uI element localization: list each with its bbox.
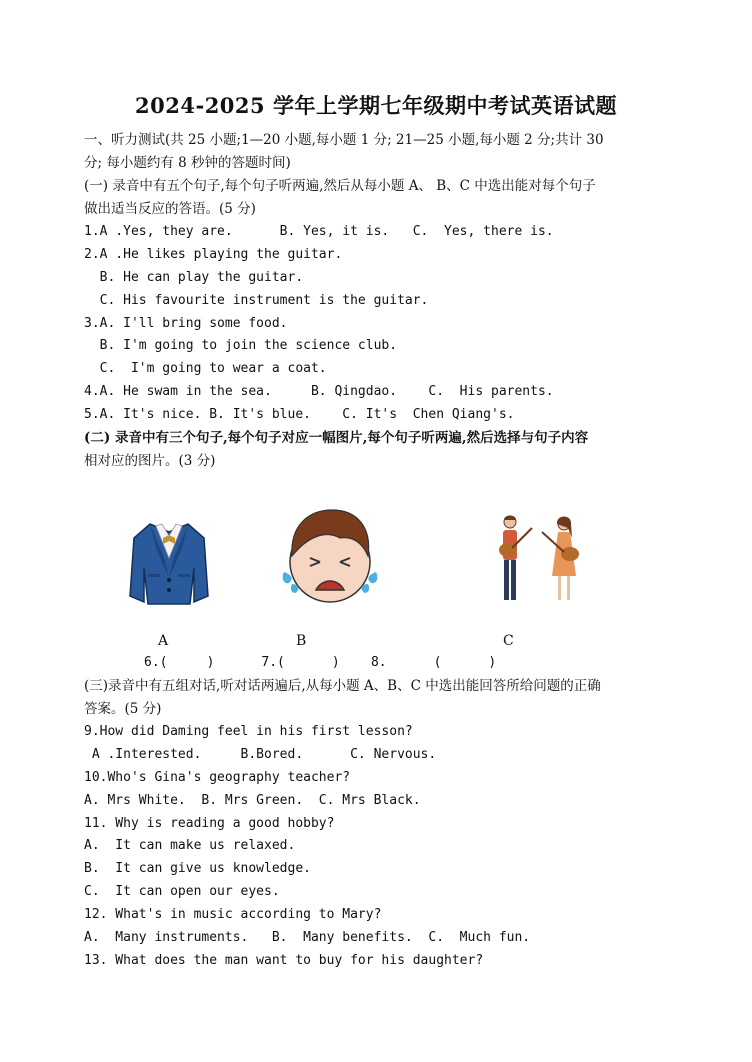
question-4: 4.A. He swam in the sea. B. Qingdao. C. His parents. (84, 384, 554, 399)
part1-heading-line2: 分; 每小题约有 8 秒钟的答题时间) (84, 155, 291, 171)
section2-heading-line1: (二) 录音中有三个句子,每个句子对应一幅图片,每个句子听两遍,然后选择与句子内容 (84, 430, 589, 446)
question-10-options: A. Mrs White. B. Mrs Green. C. Mrs Black. (84, 793, 421, 808)
question-2-option-b: B. He can play the guitar. (84, 270, 304, 285)
question-11: 11. Why is reading a good hobby? (84, 816, 335, 831)
question-12-options: A. Many instruments. B. Many benefits. C. Much fun. (84, 930, 531, 945)
guitar-couple-icon (490, 514, 586, 608)
section1-heading-line2: 做出适当反应的答语。(5 分) (84, 201, 256, 217)
question-5: 5.A. It's nice. B. It's blue. C. It's Chen Qiang's. (84, 407, 515, 422)
question-11-option-c: C. It can open our eyes. (84, 884, 280, 899)
question-3-option-c: C. I'm going to wear a coat. (84, 361, 327, 376)
suit-jacket-icon (128, 518, 210, 608)
section2-heading-line2: 相对应的图片。(3 分) (84, 453, 216, 469)
question-3-option-b: B. I'm going to join the science club. (84, 338, 398, 353)
picture-label-c: C (503, 633, 514, 649)
picture-label-b: B (296, 633, 307, 649)
question-11-option-b: B. It can give us knowledge. (84, 861, 311, 876)
picture-label-a: A (158, 633, 169, 649)
answer-blanks-6-8: 6.( ) 7.( ) 8. ( ) (144, 655, 497, 670)
question-2-option-c: C. His favourite instrument is the guitar. (84, 293, 429, 308)
part1-heading-line1: 一、听力测试(共 25 小题;1—20 小题,每小题 1 分; 21—25 小题,每小题 2 分;共计 30 (84, 132, 604, 148)
question-2: 2.A .He likes playing the guitar. (84, 247, 343, 262)
question-10: 10.Who's Gina's geography teacher? (84, 770, 351, 785)
question-9-options: A .Interested. B.Bored. C. Nervous. (84, 747, 437, 762)
section3-heading-line2: 答案。(5 分) (84, 701, 162, 717)
question-3: 3.A. I'll bring some food. (84, 316, 288, 331)
section1-heading-line1: (一) 录音中有五个句子,每个句子听两遍,然后从每小题 A、 B、C 中选出能对每个句子 (84, 178, 596, 194)
question-9: 9.How did Daming feel in his first lesson? (84, 724, 413, 739)
crying-boy-icon (280, 506, 380, 612)
section3-heading-line1: (三)录音中有五组对话,听对话两遍后,从每小题 A、B、C 中选出能回答所给问题的正确 (84, 678, 601, 694)
question-13: 13. What does the man want to buy for his daughter? (84, 953, 484, 968)
question-11-option-a: A. It can make us relaxed. (84, 838, 296, 853)
question-12: 12. What's in music according to Mary? (84, 907, 382, 922)
question-1: 1.A .Yes, they are. B. Yes, it is. C. Yes, there is. (84, 224, 554, 239)
page-title: 2024-2025 学年上学期七年级期中考试英语试题 (135, 93, 617, 118)
